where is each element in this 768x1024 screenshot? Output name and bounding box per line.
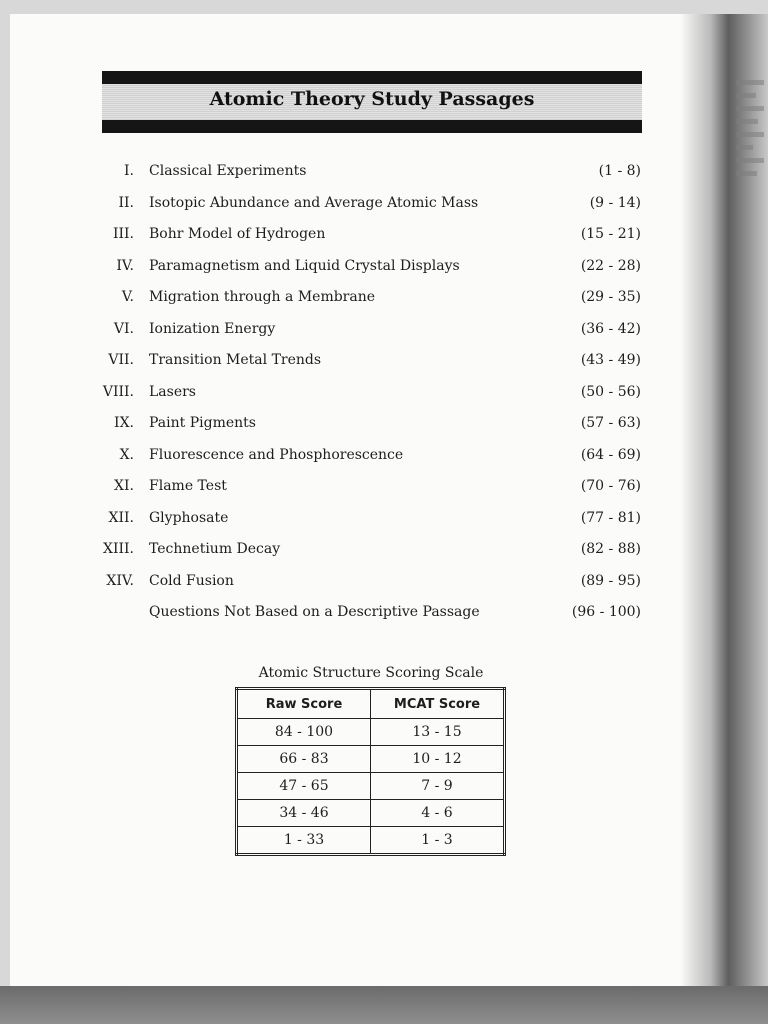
table-row	[237, 773, 505, 800]
toc-row	[100, 289, 645, 321]
title-banner	[102, 71, 642, 133]
scoring-scale-caption: Atomic Structure Scoring Scale	[258, 665, 484, 681]
toc-range: (29 - 35)	[580, 289, 641, 305]
table-row	[237, 746, 505, 773]
scoring-scale-table	[235, 687, 506, 856]
toc-range: (43 - 49)	[580, 352, 641, 368]
toc-number: I.	[124, 163, 134, 179]
toc-row	[100, 447, 645, 479]
toc-title: Paramagnetism and Liquid Crystal Displays	[149, 257, 460, 274]
toc-title: Questions Not Based on a Descriptive Passage	[149, 604, 480, 620]
toc-number: III.	[112, 226, 134, 242]
toc-row	[100, 478, 645, 510]
toc-title: Glyphosate	[149, 509, 229, 526]
toc-range: (57 - 63)	[580, 415, 641, 431]
mcat-score-cell: 4 - 6	[371, 800, 505, 827]
table-row	[237, 719, 505, 746]
toc-row	[100, 604, 645, 636]
toc-title: Transition Metal Trends	[149, 352, 322, 368]
toc-number: VII.	[108, 352, 134, 368]
toc-title: Isotopic Abundance and Average Atomic Mass	[149, 194, 479, 211]
toc-row	[100, 226, 645, 258]
toc-number: IV.	[116, 257, 134, 274]
toc-range: (96 - 100)	[571, 604, 641, 620]
facing-page-text-shadow	[736, 80, 764, 184]
toc-number: VI.	[113, 320, 134, 337]
toc-row	[100, 384, 645, 416]
toc-number: X.	[119, 446, 134, 463]
mcat-score-cell: 13 - 15	[371, 719, 505, 746]
raw-score-cell: 34 - 46	[237, 800, 371, 827]
toc-range: (82 - 88)	[580, 541, 641, 557]
toc-row	[100, 573, 645, 605]
scan-bottom-edge	[0, 986, 768, 1024]
toc-range: (89 - 95)	[580, 572, 641, 589]
toc-title: Ionization Energy	[149, 320, 276, 337]
toc-number: V.	[121, 289, 134, 305]
raw-score-cell: 66 - 83	[237, 746, 371, 773]
header-mcat-score: MCAT Score	[371, 689, 505, 719]
table-of-contents	[100, 163, 645, 636]
toc-range: (9 - 14)	[589, 194, 641, 211]
raw-score-cell: 1 - 33	[237, 827, 371, 855]
toc-range: (1 - 8)	[598, 163, 641, 179]
table-header-row	[237, 689, 505, 719]
toc-row	[100, 415, 645, 447]
mcat-score-cell: 10 - 12	[371, 746, 505, 773]
toc-range: (70 - 76)	[580, 478, 641, 494]
toc-range: (36 - 42)	[580, 320, 641, 337]
mcat-score-cell: 1 - 3	[371, 827, 505, 855]
toc-title: Technetium Decay	[149, 541, 281, 557]
raw-score-cell: 84 - 100	[237, 719, 371, 746]
toc-row	[100, 541, 645, 573]
banner-bottom-band	[102, 120, 642, 133]
toc-range: (22 - 28)	[580, 257, 641, 274]
toc-range: (50 - 56)	[580, 383, 641, 400]
toc-row	[100, 510, 645, 542]
toc-title: Fluorescence and Phosphorescence	[149, 446, 404, 463]
toc-number: II.	[118, 194, 134, 211]
toc-number: IX.	[114, 415, 134, 431]
toc-number: XII.	[108, 509, 134, 526]
toc-row	[100, 352, 645, 384]
toc-row	[100, 163, 645, 195]
page-title: Atomic Theory Study Passages	[209, 88, 535, 110]
toc-number: XI.	[114, 478, 134, 494]
toc-title: Classical Experiments	[149, 163, 307, 179]
table-row	[237, 800, 505, 827]
toc-number: VIII.	[102, 383, 134, 400]
toc-title: Migration through a Membrane	[149, 289, 376, 305]
toc-range: (64 - 69)	[580, 446, 641, 463]
toc-range: (77 - 81)	[580, 509, 641, 526]
toc-number: XIV.	[106, 572, 134, 589]
raw-score-cell: 47 - 65	[237, 773, 371, 800]
toc-title: Flame Test	[149, 478, 227, 494]
toc-row	[100, 258, 645, 290]
toc-title: Cold Fusion	[149, 572, 234, 589]
toc-title: Lasers	[149, 383, 196, 400]
header-raw-score: Raw Score	[237, 689, 371, 719]
table-row	[237, 827, 505, 855]
toc-row	[100, 195, 645, 227]
toc-range: (15 - 21)	[580, 226, 641, 242]
mcat-score-cell: 7 - 9	[371, 773, 505, 800]
toc-title: Bohr Model of Hydrogen	[149, 226, 326, 242]
toc-title: Paint Pigments	[149, 415, 256, 431]
banner-top-band	[102, 71, 642, 84]
toc-number: XIII.	[102, 541, 134, 557]
toc-row	[100, 321, 645, 353]
